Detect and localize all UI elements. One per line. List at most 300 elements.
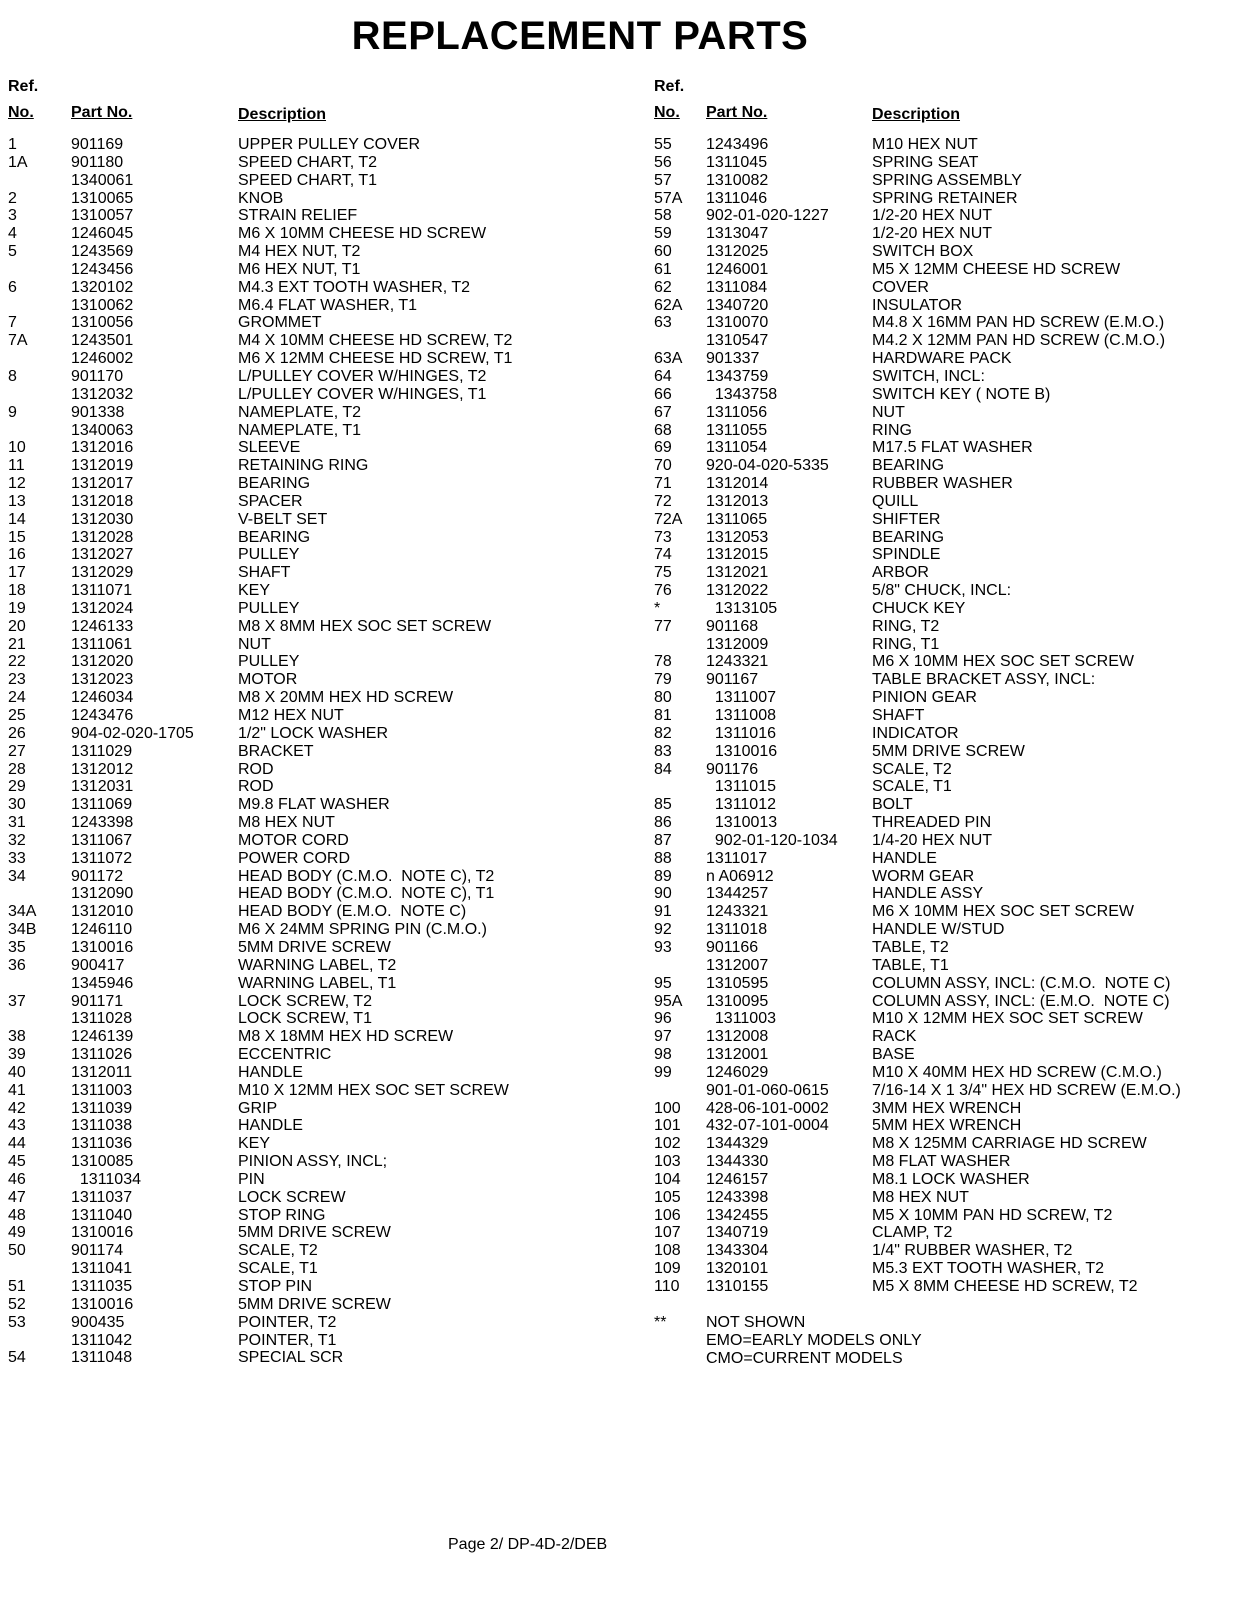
parts-rows-right xyxy=(654,136,1229,1296)
description: M8 HEX NUT xyxy=(872,1188,969,1206)
part-no: 1311012 xyxy=(706,796,776,814)
part-no: 1311017 xyxy=(706,849,768,867)
part-no: 1311037 xyxy=(71,1188,133,1206)
description: SCALE, T1 xyxy=(872,778,952,796)
ref-no: 99 xyxy=(654,1063,672,1081)
part-no: 1310057 xyxy=(71,207,134,225)
ref-no: 29 xyxy=(8,778,26,796)
description: HANDLE ASSY xyxy=(872,885,984,903)
part-no: 1243476 xyxy=(71,707,134,724)
part-no: 1345946 xyxy=(71,974,134,992)
part-no: 1311061 xyxy=(71,635,133,653)
part-no: EMO=EARLY MODELS ONLY xyxy=(706,1331,922,1349)
description: STRAIN RELIEF xyxy=(238,207,358,225)
ref-no: 93 xyxy=(654,938,672,956)
ref-no: 90 xyxy=(654,885,672,903)
part-no: 1312029 xyxy=(71,564,134,582)
part-no: 920-04-020-5335 xyxy=(706,457,829,475)
part-row xyxy=(654,564,1229,582)
part-row xyxy=(654,1207,1229,1225)
part-row xyxy=(654,636,1229,654)
ref-no: 10 xyxy=(8,439,26,457)
part-row xyxy=(654,314,1229,332)
part-no: 1312053 xyxy=(706,528,769,546)
description: ROD xyxy=(238,778,274,796)
description: M8.1 LOCK WASHER xyxy=(872,1170,1030,1188)
description: M8 FLAT WASHER xyxy=(872,1153,1011,1171)
description: M5.3 EXT TOOTH WASHER, T2 xyxy=(872,1260,1105,1278)
part-row xyxy=(8,778,628,796)
part-no: 1320102 xyxy=(71,278,134,296)
ref-no: 83 xyxy=(654,742,672,760)
part-no: 1246045 xyxy=(71,225,134,243)
part-row xyxy=(654,921,1229,939)
part-no: 1311084 xyxy=(706,278,768,296)
description: SCALE, T1 xyxy=(238,1260,318,1278)
part-no: 901172 xyxy=(71,867,124,885)
ref-no: 25 xyxy=(8,707,26,724)
ref-no: 72 xyxy=(654,492,672,510)
ref-no: 52 xyxy=(8,1295,26,1313)
header-ref: Ref. xyxy=(654,78,685,95)
description: MOTOR xyxy=(238,671,298,689)
description: 5MM DRIVE SCREW xyxy=(238,1224,391,1242)
header-description: Description xyxy=(238,106,327,123)
part-no: 1311069 xyxy=(71,796,133,814)
page-footer: Page 2/ DP-4D-2/DEB xyxy=(448,1536,608,1553)
ref-no: 107 xyxy=(654,1224,681,1242)
part-no: 1310095 xyxy=(706,992,769,1010)
ref-no: 87 xyxy=(654,831,672,849)
description: BOLT xyxy=(872,796,913,814)
part-no: 1246133 xyxy=(71,617,134,635)
description: HANDLE W/STUD xyxy=(872,921,1005,939)
part-row xyxy=(654,832,1229,850)
part-row xyxy=(8,243,628,261)
part-row xyxy=(654,546,1229,564)
parts-list-right xyxy=(654,78,1229,1367)
description: L/PULLEY COVER W/HINGES, T1 xyxy=(238,385,487,403)
ref-no: 15 xyxy=(8,528,26,546)
part-no: 432-07-101-0004 xyxy=(706,1117,829,1135)
ref-no: 81 xyxy=(654,707,672,724)
ref-no: 64 xyxy=(654,367,672,385)
description: QUILL xyxy=(872,492,919,510)
ref-no: 61 xyxy=(654,260,672,278)
description: M9.8 FLAT WASHER xyxy=(238,796,390,814)
part-no: 1310013 xyxy=(706,814,778,832)
ref-no: 12 xyxy=(8,475,26,493)
part-no: 1344329 xyxy=(706,1135,769,1153)
part-row xyxy=(8,1278,628,1296)
part-no: 901180 xyxy=(71,153,124,171)
ref-no: 30 xyxy=(8,796,26,814)
part-row xyxy=(8,1224,628,1242)
description: NUT xyxy=(872,403,905,421)
part-no: 1246139 xyxy=(71,1028,134,1046)
part-row xyxy=(8,297,628,315)
part-no: 1311065 xyxy=(706,510,768,528)
part-row xyxy=(654,332,1229,350)
part-row xyxy=(654,207,1229,225)
description: M8 X 8MM HEX SOC SET SCREW xyxy=(238,617,492,635)
part-no: 1311054 xyxy=(706,439,768,457)
ref-no: 37 xyxy=(8,992,26,1010)
part-no: 901-01-060-0615 xyxy=(706,1081,829,1099)
part-no: 1246110 xyxy=(71,921,133,939)
ref-no: 70 xyxy=(654,457,672,475)
part-no: 1243321 xyxy=(706,653,769,671)
part-no: 1312024 xyxy=(71,599,134,617)
description: HEAD BODY (E.M.O. NOTE C) xyxy=(238,903,467,921)
part-row xyxy=(654,172,1229,190)
part-no: 1343759 xyxy=(706,367,769,385)
ref-no: 68 xyxy=(654,421,672,439)
ref-no: 50 xyxy=(8,1242,26,1260)
part-row xyxy=(8,975,628,993)
part-row xyxy=(8,564,628,582)
description: KEY xyxy=(238,582,271,600)
part-row xyxy=(654,1278,1229,1296)
ref-no: 2 xyxy=(8,189,17,207)
description: HEAD BODY (C.M.O. NOTE C), T1 xyxy=(238,885,495,903)
ref-no: 106 xyxy=(654,1206,681,1224)
part-row xyxy=(654,618,1229,636)
part-row xyxy=(654,707,1229,725)
part-row xyxy=(654,386,1229,404)
part-no: 1310155 xyxy=(706,1278,769,1295)
description: M4 HEX NUT, T2 xyxy=(238,243,361,261)
part-no: 1340719 xyxy=(706,1224,769,1242)
part-no: 1312019 xyxy=(71,457,134,475)
ref-no: 108 xyxy=(654,1242,681,1260)
description: 7/16-14 X 1 3/4" HEX HD SCREW (E.M.O.) xyxy=(872,1081,1181,1099)
part-no: 1312022 xyxy=(706,582,769,600)
description: 1/2" LOCK WASHER xyxy=(238,724,389,742)
description: SPRING RETAINER xyxy=(872,189,1018,207)
ref-no: 41 xyxy=(8,1081,26,1099)
part-row xyxy=(8,761,628,779)
part-no: 1312020 xyxy=(71,653,134,671)
description: M10 X 12MM HEX SOC SET SCREW xyxy=(238,1081,509,1099)
part-row xyxy=(8,493,628,511)
part-no: 1311007 xyxy=(706,689,776,707)
header-description: Description xyxy=(872,106,961,123)
part-row xyxy=(654,190,1229,208)
part-row xyxy=(8,1171,628,1189)
description: M6 X 12MM CHEESE HD SCREW, T1 xyxy=(238,350,513,368)
ref-no: 18 xyxy=(8,582,26,600)
ref-no: 63 xyxy=(654,314,672,332)
description: 5MM HEX WRENCH xyxy=(872,1117,1022,1135)
part-no: 1312023 xyxy=(71,671,134,689)
part-row xyxy=(8,618,628,636)
part-row xyxy=(654,1189,1229,1207)
part-no: 1243496 xyxy=(706,136,769,153)
ref-no: 8 xyxy=(8,367,17,385)
part-row xyxy=(654,1082,1229,1100)
ref-no: 72A xyxy=(654,510,683,528)
part-no: 1243501 xyxy=(71,332,134,350)
description: KEY xyxy=(238,1135,271,1153)
part-row xyxy=(8,582,628,600)
part-no: n A06912 xyxy=(706,867,774,885)
part-no: 1311016 xyxy=(706,724,776,742)
ref-no: 54 xyxy=(8,1349,26,1367)
part-no: 1312009 xyxy=(706,635,769,653)
part-row xyxy=(8,957,628,975)
ref-no: 55 xyxy=(654,136,672,153)
description: SPRING SEAT xyxy=(872,153,979,171)
part-no: 1311040 xyxy=(71,1206,133,1224)
part-row xyxy=(8,743,628,761)
part-row xyxy=(654,529,1229,547)
description: BASE xyxy=(872,1046,915,1064)
ref-no: 31 xyxy=(8,814,26,832)
part-no: 1343758 xyxy=(706,385,778,403)
part-row xyxy=(8,314,628,332)
part-no: 1312010 xyxy=(71,903,134,921)
ref-no: 20 xyxy=(8,617,26,635)
part-row xyxy=(8,332,628,350)
ref-no: 49 xyxy=(8,1224,26,1242)
part-row xyxy=(8,725,628,743)
part-no: 1310085 xyxy=(71,1153,134,1171)
description: HEAD BODY (C.M.O. NOTE C), T2 xyxy=(238,867,495,885)
description: UPPER PULLEY COVER xyxy=(238,136,420,153)
ref-no: 88 xyxy=(654,849,672,867)
part-row xyxy=(654,814,1229,832)
part-no: 1344257 xyxy=(706,885,769,903)
part-no: 1311028 xyxy=(71,1010,133,1028)
part-no: 900435 xyxy=(71,1313,125,1331)
part-row xyxy=(8,404,628,422)
part-no: 901337 xyxy=(706,350,760,368)
part-no: 1312012 xyxy=(71,760,134,778)
part-row xyxy=(654,439,1229,457)
ref-no: 40 xyxy=(8,1063,26,1081)
ref-no: 84 xyxy=(654,760,672,778)
description: SPEED CHART, T1 xyxy=(238,171,378,189)
ref-no: 23 xyxy=(8,671,26,689)
description: BEARING xyxy=(238,475,311,493)
part-row xyxy=(654,1171,1229,1189)
part-row xyxy=(654,368,1229,386)
part-row xyxy=(8,671,628,689)
description: STOP PIN xyxy=(238,1278,313,1295)
description: NAMEPLATE, T1 xyxy=(238,421,361,439)
description: M10 X 12MM HEX SOC SET SCREW xyxy=(872,1010,1143,1028)
ref-no: 95A xyxy=(654,992,683,1010)
part-row xyxy=(654,422,1229,440)
parts-header-right xyxy=(654,78,1229,128)
description: MOTOR CORD xyxy=(238,831,349,849)
description: RING, T1 xyxy=(872,635,940,653)
header-ref: Ref. xyxy=(8,78,39,95)
part-no: 1311039 xyxy=(71,1099,133,1117)
ref-no: 77 xyxy=(654,617,672,635)
header-no: No. xyxy=(654,104,680,121)
description: HARDWARE PACK xyxy=(872,350,1012,368)
part-no: 1312025 xyxy=(706,243,769,261)
description: COLUMN ASSY, INCL: (E.M.O. NOTE C) xyxy=(872,992,1170,1010)
part-no: 1343304 xyxy=(706,1242,769,1260)
part-no: 1310547 xyxy=(706,332,769,350)
description: ROD xyxy=(238,760,274,778)
part-row xyxy=(8,1100,628,1118)
description: 1/2-20 HEX NUT xyxy=(872,207,993,225)
part-no: 1320101 xyxy=(706,1260,769,1278)
part-row xyxy=(654,725,1229,743)
part-row xyxy=(8,172,628,190)
description: M5 X 10MM PAN HD SCREW, T2 xyxy=(872,1206,1113,1224)
part-no: 901176 xyxy=(706,760,759,778)
part-no: 1311008 xyxy=(706,707,776,724)
description: POINTER, T2 xyxy=(238,1313,337,1331)
part-no: 1246034 xyxy=(71,689,134,707)
description: CLAMP, T2 xyxy=(872,1224,953,1242)
part-no: 1311048 xyxy=(71,1349,133,1367)
description: ARBOR xyxy=(872,564,929,582)
part-no: 901166 xyxy=(706,938,759,956)
ref-no: 80 xyxy=(654,689,672,707)
description: ECCENTRIC xyxy=(238,1046,332,1064)
part-row xyxy=(8,1260,628,1278)
ref-no: 39 xyxy=(8,1046,26,1064)
part-row xyxy=(654,1135,1229,1153)
part-no: 904-02-020-1705 xyxy=(71,724,194,742)
description: CHUCK KEY xyxy=(872,599,966,617)
part-no: 1312017 xyxy=(71,475,134,493)
ref-no: 46 xyxy=(8,1170,26,1188)
part-row xyxy=(654,939,1229,957)
ref-no: 1 xyxy=(8,136,17,153)
description: 5MM DRIVE SCREW xyxy=(238,938,391,956)
part-row xyxy=(654,903,1229,921)
description: SPINDLE xyxy=(872,546,941,564)
ref-no: 11 xyxy=(8,457,25,475)
ref-no: 22 xyxy=(8,653,26,671)
part-row xyxy=(8,422,628,440)
part-row xyxy=(8,207,628,225)
ref-no: 86 xyxy=(654,814,672,832)
description: RACK xyxy=(872,1028,917,1046)
part-row xyxy=(654,778,1229,796)
ref-no: 82 xyxy=(654,724,672,742)
ref-no: 7A xyxy=(8,332,28,350)
description: SHAFT xyxy=(238,564,291,582)
description: M17.5 FLAT WASHER xyxy=(872,439,1033,457)
description: M8 HEX NUT xyxy=(238,814,335,832)
description: 1/4" RUBBER WASHER, T2 xyxy=(872,1242,1073,1260)
part-no: 1243321 xyxy=(706,903,769,921)
header-part-no: Part No. xyxy=(706,104,768,121)
part-row xyxy=(8,1296,628,1314)
parts-list-left xyxy=(8,78,628,1367)
description: M12 HEX NUT xyxy=(238,707,344,724)
ref-no: 96 xyxy=(654,1010,672,1028)
parts-rows-left xyxy=(8,136,628,1367)
ref-no: 76 xyxy=(654,582,672,600)
description: SCALE, T2 xyxy=(238,1242,318,1260)
part-no: 901167 xyxy=(706,671,759,689)
ref-no: 78 xyxy=(654,653,672,671)
description: M6 X 10MM HEX SOC SET SCREW xyxy=(872,903,1134,921)
ref-no: 91 xyxy=(654,903,672,921)
ref-no: 85 xyxy=(654,796,672,814)
description: TABLE BRACKET ASSY, INCL: xyxy=(872,671,1096,689)
description: INDICATOR xyxy=(872,724,959,742)
part-row xyxy=(8,814,628,832)
ref-no: 62 xyxy=(654,278,672,296)
part-row xyxy=(8,689,628,707)
description: PULLEY xyxy=(238,599,300,617)
ref-no: 53 xyxy=(8,1313,26,1331)
part-no: 1243398 xyxy=(706,1188,769,1206)
parts-header-left xyxy=(8,78,628,128)
ref-no: 48 xyxy=(8,1206,26,1224)
part-row xyxy=(8,939,628,957)
ref-no: 74 xyxy=(654,546,672,564)
ref-no: 75 xyxy=(654,564,672,582)
ref-no: 95 xyxy=(654,974,672,992)
part-row xyxy=(654,1046,1229,1064)
part-no: 1243569 xyxy=(71,243,134,261)
part-row xyxy=(8,1314,628,1332)
ref-no: 62A xyxy=(654,296,683,314)
header-part-no: Part No. xyxy=(71,104,133,121)
part-row xyxy=(654,1117,1229,1135)
part-no: 1312090 xyxy=(71,885,134,903)
part-no: 901174 xyxy=(71,1242,124,1260)
part-row xyxy=(654,743,1229,761)
ref-no: 92 xyxy=(654,921,672,939)
ref-no: 66 xyxy=(654,385,672,403)
description: M8 X 18MM HEX HD SCREW xyxy=(238,1028,454,1046)
part-row xyxy=(8,1153,628,1171)
notes xyxy=(654,1314,1229,1368)
part-row xyxy=(8,1349,628,1367)
part-row xyxy=(8,1010,628,1028)
description: PINION ASSY, INCL; xyxy=(238,1153,388,1171)
description: SWITCH, INCL: xyxy=(872,367,985,385)
part-row xyxy=(8,154,628,172)
ref-no: 14 xyxy=(8,510,26,528)
part-row xyxy=(8,386,628,404)
ref-no: 57 xyxy=(654,171,672,189)
part-row xyxy=(8,832,628,850)
part-row xyxy=(654,1260,1229,1278)
ref-no: 24 xyxy=(8,689,26,707)
part-no: 1246002 xyxy=(71,350,134,368)
part-row xyxy=(654,582,1229,600)
ref-no: 58 xyxy=(654,207,672,225)
description: TABLE, T1 xyxy=(872,956,949,974)
part-no: 1342455 xyxy=(706,1206,769,1224)
ref-no: 28 xyxy=(8,760,26,778)
description: POWER CORD xyxy=(238,849,350,867)
ref-no: 89 xyxy=(654,867,672,885)
description: SCALE, T2 xyxy=(872,760,952,778)
part-row xyxy=(654,1153,1229,1171)
part-no: 1310070 xyxy=(706,314,769,332)
part-no: 1312011 xyxy=(71,1063,133,1081)
ref-no: 56 xyxy=(654,153,672,171)
part-row xyxy=(8,1332,628,1350)
description: M5 X 12MM CHEESE HD SCREW xyxy=(872,260,1121,278)
part-no: 901338 xyxy=(71,403,125,421)
part-row xyxy=(8,1028,628,1046)
